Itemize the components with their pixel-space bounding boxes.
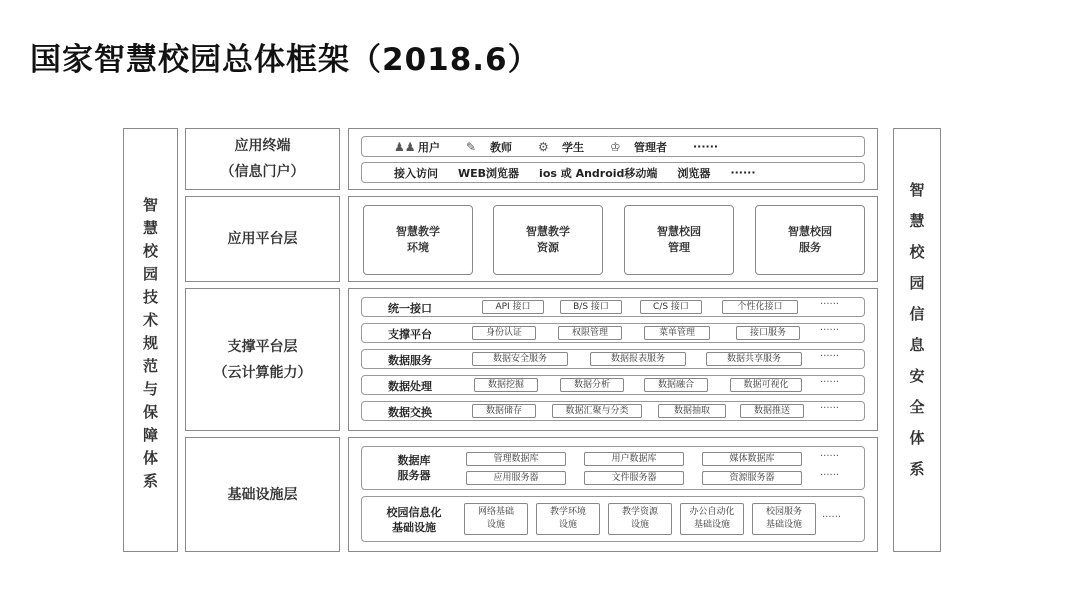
support-item: 数据储存 (472, 404, 536, 418)
facility-line2: 设施 (558, 520, 577, 530)
user-role-label: 管理者 (634, 140, 667, 154)
security-system-char: 智 (909, 181, 925, 199)
database-item: 用户数据库 (584, 452, 684, 466)
support-row-head: 数据交换 (388, 406, 432, 419)
support-label-line2: （云计算能力） (213, 364, 312, 381)
platform-box-line2: 管理 (668, 241, 690, 254)
server-item: 应用服务器 (466, 471, 566, 485)
facility-line2: 基础设施 (765, 520, 802, 530)
platform-box-campus-service (755, 205, 865, 275)
ellipsis: ······ (820, 351, 840, 362)
server-item: 文件服务器 (584, 471, 684, 485)
support-item: C/S 接口 (640, 300, 702, 314)
page-title: 国家智慧校园总体框架（2018.6） (30, 42, 540, 78)
user-role-teacher (466, 139, 512, 155)
support-row-head: 数据服务 (388, 354, 432, 367)
infrastructure-layer-label (185, 437, 340, 552)
access-item: 浏览器 (677, 166, 711, 180)
security-system-char: 信 (909, 305, 925, 323)
support-item: B/S 接口 (560, 300, 622, 314)
platform-box-line1: 智慧教学 (526, 225, 570, 238)
facility-line2: 基础设施 (693, 520, 730, 530)
user-role-label: 用户 (418, 140, 440, 154)
tech-standard-char: 范 (142, 356, 158, 375)
server-item: 资源服务器 (702, 471, 802, 485)
platform-label: 应用平台层 (227, 231, 298, 247)
tech-standard-char: 智 (142, 195, 158, 214)
manager-icon: ♔ (610, 139, 621, 154)
support-row-platform (361, 323, 865, 343)
platform-box-line2: 服务 (799, 241, 821, 254)
support-item: 接口服务 (736, 326, 800, 340)
tech-standard-char: 园 (142, 264, 158, 283)
support-item: 数据安全服务 (472, 352, 568, 366)
security-system-char: 安 (909, 367, 925, 385)
support-item: 数据分析 (560, 378, 624, 392)
platform-box-teaching-env (363, 205, 473, 275)
support-row-data-service (361, 349, 865, 369)
support-row-head: 统一接口 (388, 302, 432, 315)
infrastructure-label: 基础设施层 (227, 486, 298, 503)
access-item: WEB浏览器 (458, 166, 520, 180)
facility-office-automation (680, 503, 744, 535)
facility-head-line1: 校园信息化 (386, 506, 442, 519)
user-role-manager (610, 139, 667, 155)
facility-campus-service (752, 503, 816, 535)
student-icon: ⚙ (538, 139, 549, 154)
tech-standard-char: 与 (142, 379, 158, 398)
tech-standard-char: 慧 (142, 218, 158, 237)
support-row-head: 数据处理 (388, 380, 432, 393)
users-icon: ♟♟ (394, 139, 416, 154)
access-item: ios 或 Android移动端 (539, 166, 658, 180)
support-row-interface (361, 297, 865, 317)
support-item: API 接口 (482, 300, 544, 314)
facility-line1: 办公自动化 (689, 507, 735, 517)
facility-network (464, 503, 528, 535)
support-item: 权限管理 (558, 326, 622, 340)
security-system-char: 息 (909, 336, 925, 354)
user-role-label: 教师 (490, 140, 512, 154)
support-item: 个性化接口 (722, 300, 798, 314)
platform-box-line1: 智慧教学 (396, 225, 440, 238)
db-server-head (388, 453, 440, 483)
tech-standard-char: 系 (142, 471, 158, 490)
tech-standard-char: 校 (142, 241, 158, 260)
database-item: 媒体数据库 (702, 452, 802, 466)
facility-line1: 教学资源 (621, 507, 658, 517)
support-item: 数据融合 (644, 378, 708, 392)
security-system-char: 系 (909, 460, 925, 478)
facility-line1: 网络基础 (477, 507, 514, 517)
tech-standard-char: 技 (142, 287, 158, 306)
user-role-student (538, 139, 584, 155)
facility-teaching-env (536, 503, 600, 535)
security-system-char: 园 (909, 274, 925, 292)
security-system-char: 全 (909, 398, 925, 416)
support-row-data-exchange (361, 401, 865, 421)
facility-line1: 教学环境 (549, 507, 586, 517)
access-item: 接入访问 (394, 166, 438, 180)
ellipsis: ······ (820, 299, 840, 310)
terminal-label-line2: （信息门户） (220, 164, 305, 180)
ellipsis: ······ (822, 512, 842, 523)
support-row-data-processing (361, 375, 865, 395)
support-item: 数据挖掘 (474, 378, 538, 392)
support-item: 数据推送 (740, 404, 804, 418)
security-system-char: 体 (909, 429, 925, 447)
ellipsis: ······ (693, 140, 719, 153)
db-server-box (361, 446, 865, 490)
user-role-users (394, 139, 440, 155)
ellipsis: ······ (730, 166, 756, 179)
platform-layer-content (348, 196, 878, 282)
user-roles-row (361, 136, 865, 157)
tech-standard-char: 保 (142, 402, 158, 421)
platform-box-line1: 智慧校园 (657, 225, 701, 238)
infrastructure-layer-content (348, 437, 878, 552)
security-system-char: 校 (909, 243, 925, 261)
db-head-line2: 服务器 (397, 469, 431, 482)
terminal-label-line1: 应用终端 (234, 138, 291, 154)
ellipsis: ······ (820, 470, 840, 481)
terminal-layer-label (185, 128, 340, 190)
teacher-icon: ✎ (466, 139, 477, 154)
facility-line2: 设施 (630, 520, 649, 530)
facility-head (376, 505, 452, 535)
tech-standard-char: 术 (142, 310, 158, 329)
ellipsis: ······ (820, 325, 840, 336)
tech-standard-char: 障 (142, 425, 158, 444)
security-system-char: 慧 (909, 212, 925, 230)
terminal-layer-content (348, 128, 878, 190)
access-row (361, 162, 865, 183)
platform-box-line2: 资源 (537, 241, 559, 254)
support-row-head: 支撑平台 (388, 328, 432, 341)
platform-box-line1: 智慧校园 (788, 225, 832, 238)
tech-standard-char: 规 (142, 333, 158, 352)
support-layer-content (348, 288, 878, 431)
support-item: 数据汇聚与分类 (552, 404, 642, 418)
database-item: 管理数据库 (466, 452, 566, 466)
ellipsis: ······ (820, 403, 840, 414)
support-item: 数据共享服务 (706, 352, 802, 366)
ellipsis: ······ (820, 377, 840, 388)
db-head-line1: 数据库 (397, 454, 431, 467)
facility-head-line2: 基础设施 (392, 521, 436, 534)
facility-line2: 设施 (486, 520, 505, 530)
support-label-line1: 支撑平台层 (227, 338, 298, 355)
security-system-column (893, 128, 941, 552)
support-item: 数据抽取 (658, 404, 726, 418)
platform-box-campus-mgmt (624, 205, 734, 275)
facility-teaching-res (608, 503, 672, 535)
support-item: 菜单管理 (644, 326, 710, 340)
support-item: 身份认证 (472, 326, 536, 340)
tech-standard-column (123, 128, 178, 552)
campus-facility-box (361, 496, 865, 542)
user-role-label: 学生 (562, 140, 584, 154)
ellipsis: ······ (820, 451, 840, 462)
facility-line1: 校园服务 (765, 507, 802, 517)
support-item: 数据报表服务 (590, 352, 686, 366)
platform-box-line2: 环境 (407, 241, 429, 254)
support-layer-label (185, 288, 340, 431)
platform-box-teaching-res (493, 205, 603, 275)
platform-layer-label (185, 196, 340, 282)
support-item: 数据可视化 (730, 378, 802, 392)
tech-standard-char: 体 (142, 448, 158, 467)
